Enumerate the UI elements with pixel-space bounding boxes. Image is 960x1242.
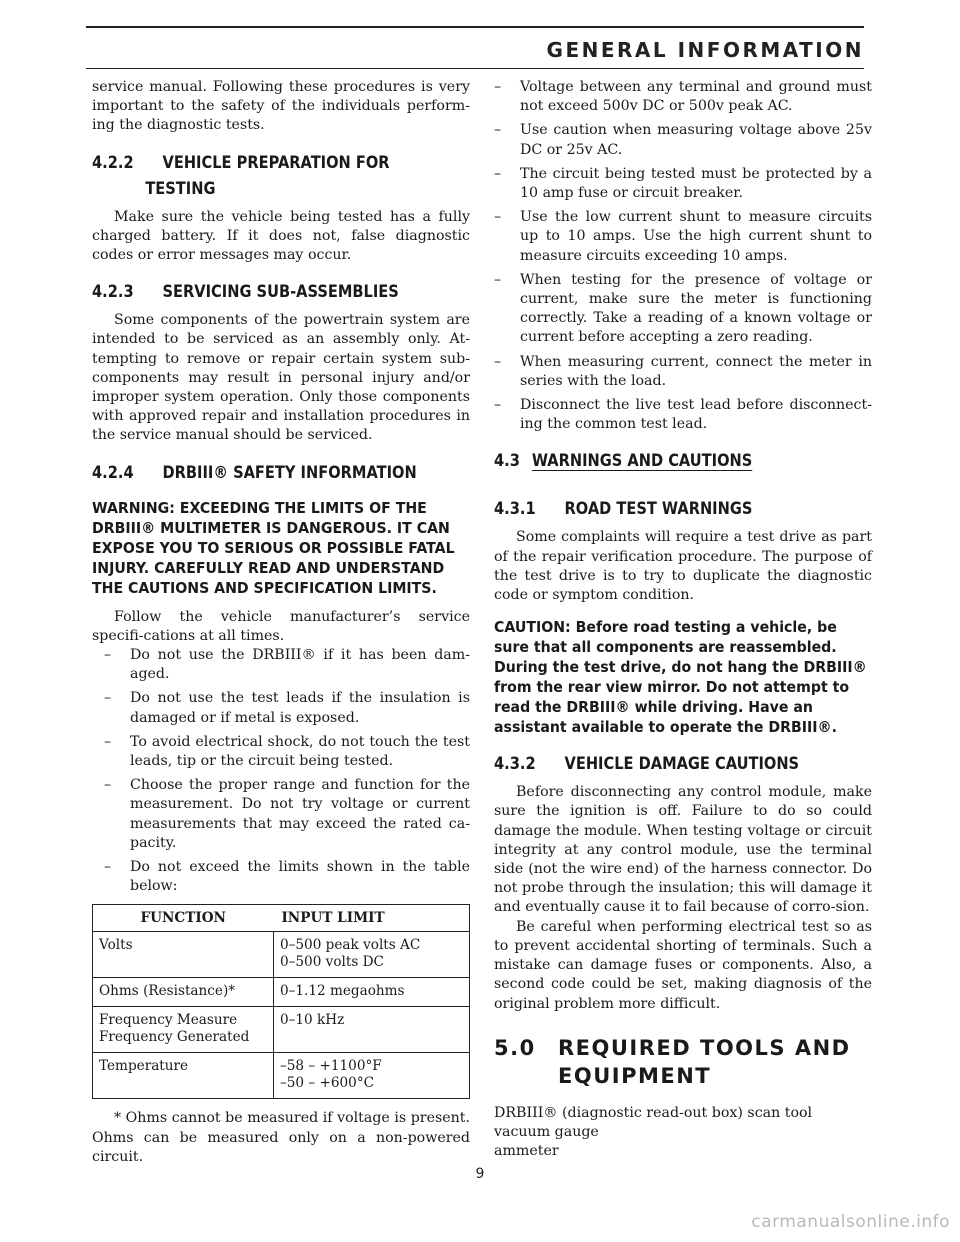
column-header-input-limit: INPUT LIMIT [273, 905, 469, 932]
list-item: – Do not exceed the limits shown in the table below: [104, 859, 470, 895]
section-title: ROAD TEST WARNINGS [564, 499, 753, 520]
left-column [92, 78, 470, 1177]
table-header-row [93, 905, 470, 932]
section-title: WARNINGS AND CAUTIONS [531, 451, 753, 472]
intro-paragraph: service manual. Following these procedures is very important to the safety of the individuals perform-ing the diagnostic tests. [92, 79, 470, 134]
watermark: carmanualsonline.info [751, 1212, 950, 1232]
section-5-0-heading [494, 1034, 872, 1090]
section-4-3-2-heading [494, 751, 871, 777]
section-4-2-4-heading [92, 460, 469, 486]
follow-specs-paragraph: Follow the vehicle manufacturer’s service specifi-cations at all times. [92, 608, 470, 644]
section-number: 4.2.3 [92, 282, 134, 303]
road-test-caution: CAUTION: Before road testing a vehicle, be sure that all components are reassembled. During the test drive, do not hang the DRBIII® from the rear view mirror. Do not attempt to read the DRBIII® while driving. Have an assistant available to operate the DRBIII®. [494, 618, 867, 737]
limit-cell: –58 – +1100°F –50 – +600°C [273, 1053, 469, 1099]
section-number: 4.2.2 [92, 152, 134, 173]
list-item: – Do not use the DRBIII® if it has been dam-aged. [104, 647, 470, 683]
column-header-function: FUNCTION [93, 905, 274, 932]
list-item: – Use caution when measuring voltage above 25v DC or 25v AC. [494, 122, 872, 158]
safety-list [92, 646, 470, 896]
list-item: – Use the low current shunt to measure circuits up to 10 amps. Use the high current shunt to measure circuits exceeding 10 amps. [494, 209, 872, 264]
list-item: – Voltage between any terminal and ground must not exceed 500v DC or 500v peak AC. [494, 79, 872, 115]
input-limit-table [92, 904, 470, 1099]
function-cell: Volts [93, 932, 274, 978]
list-item: – To avoid electrical shock, do not touch the test leads, tip or the circuit being tested. [104, 733, 470, 770]
function-cell: Frequency Measure Frequency Generated [93, 1007, 274, 1053]
page-number: 9 [475, 1166, 485, 1182]
section-4-3-2-body-1: Before disconnecting any control module, make sure the ignition is off. Failure to do so could damage the module. When testing voltage or circuit integrity at any control module, use the terminal side (not the wire end) of the harness connector. Do not probe through the insulation; this will damage it and eventually cause it to fail because of corro-sion. [494, 784, 872, 916]
function-cell: Temperature [93, 1053, 274, 1099]
section-4-2-3-heading [92, 279, 469, 305]
section-title: DRBIII® SAFETY INFORMATION [162, 462, 417, 483]
list-item: – When testing for the presence of voltage or current, make sure the meter is functioning correctly. Take a reading of a known voltage or current before accepting a zero reading. [494, 271, 872, 346]
section-title-continued: EQUIPMENT [558, 1063, 712, 1088]
section-4-3-1-body: Some complaints will require a test drive as part of the repair verification procedure. The purpose of the test drive is to try to duplicate the diagnostic code or symptom condition. [494, 529, 872, 604]
section-4-2-3-body: Some components of the powertrain system are intended to be serviced as an assembly only. At-tempting to remove or repair certain system sub-components may result in personal injury and/or improper system operation. Only those components with approved repair and installation procedures in the service manual should be serviced. [92, 312, 470, 444]
section-title: VEHICLE PREPARATION FOR [162, 152, 390, 173]
list-item: – The circuit being tested must be protected by a 10 amp fuse or circuit breaker. [494, 165, 872, 202]
limit-cell: 0–1.12 megaohms [273, 978, 469, 1007]
list-item: – Choose the proper range and function for the measurement. Do not try voltage or current measurements that may exceed the rated ca-pacity. [104, 777, 470, 851]
tools-list [494, 1104, 872, 1162]
section-number: 4.3.1 [494, 499, 536, 520]
limit-cell: 0–500 peak volts AC 0–500 volts DC [273, 932, 469, 978]
section-4-3-1-heading [494, 496, 871, 522]
section-4-2-2-body: Make sure the vehicle being tested has a fully charged battery. If it does not, false diagnostic codes or error messages may occur. [92, 208, 470, 264]
table-row [93, 1007, 470, 1053]
list-item: – When measuring current, connect the meter in series with the load. [494, 353, 872, 389]
section-title: REQUIRED TOOLS AND [558, 1035, 851, 1060]
section-title: VEHICLE DAMAGE CAUTIONS [564, 754, 800, 775]
section-4-2-2-heading [92, 150, 469, 202]
table-footnote: * Ohms cannot be measured if voltage is present. Ohms can be measured only on a non-powered circuit. [92, 1110, 470, 1165]
section-title: SERVICING SUB-ASSEMBLIES [162, 282, 399, 303]
table-row [93, 1053, 470, 1099]
table-row [93, 978, 470, 1007]
measurement-list [494, 78, 872, 434]
header-rule-bottom [86, 68, 864, 69]
list-item: ammeter [494, 1143, 559, 1160]
section-4-3-2-body-2: Be careful when performing electrical test so as to prevent accidental shorting of terminals. Such a mistake can damage fuses or components. Also, a second code could be set, making diagnosis of the original problem more difficult. [494, 918, 872, 1012]
section-number: 4.3 [494, 451, 520, 472]
list-item: DRBIII® (diagnostic read-out box) scan tool [494, 1104, 813, 1121]
section-number: 4.3.2 [494, 754, 536, 775]
list-item: vacuum gauge [494, 1123, 599, 1140]
section-4-3-heading [494, 448, 871, 474]
header-rule-top [86, 26, 864, 28]
limit-cell: 0–10 kHz [273, 1007, 469, 1053]
section-number: 5.0 [494, 1035, 536, 1060]
section-number: 4.2.4 [92, 462, 134, 483]
function-cell: Ohms (Resistance)* [93, 978, 274, 1007]
multimeter-warning: WARNING: EXCEEDING THE LIMITS OF THE DRBIII® MULTIMETER IS DANGEROUS. IT CAN EXPOSE YOU TO SERIOUS OR POSSIBLE FATAL INJURY. CAREFULLY READ AND UNDERSTAND THE CAUTIONS AND SPECIFICATION LIMITS. [92, 498, 455, 597]
list-item: – Do not use the test leads if the insulation is damaged or if metal is exposed. [104, 690, 470, 726]
page-header-title: GENERAL INFORMATION [546, 38, 864, 62]
list-item: – Disconnect the live test lead before disconnect-ing the common test lead. [494, 397, 872, 433]
table-row [93, 932, 470, 978]
section-title-continued: TESTING [145, 178, 216, 199]
right-column [494, 78, 872, 1161]
